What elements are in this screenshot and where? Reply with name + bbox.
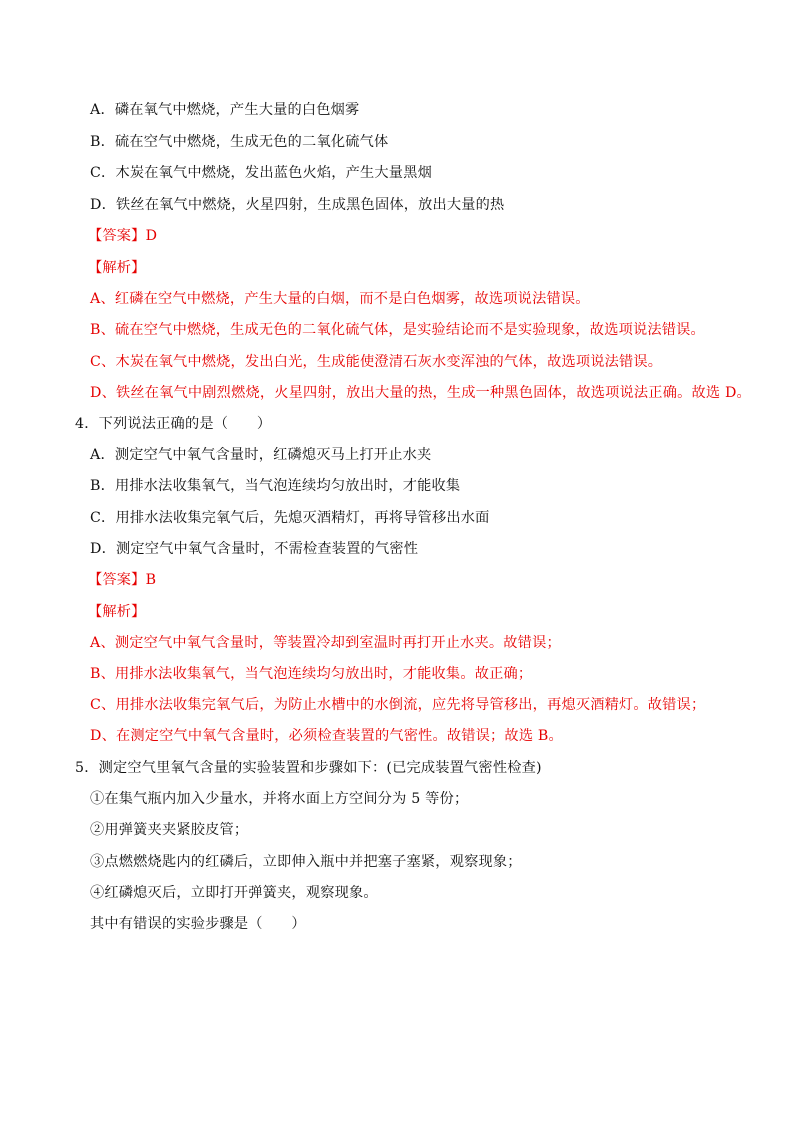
q4-option-d: D．测定空气中氧气含量时，不需检查装置的气密性 bbox=[90, 541, 419, 557]
q5-stem: 5．测定空气里氧气含量的实验装置和步骤如下：(已完成装置气密性检查) bbox=[75, 760, 542, 776]
answer-value: B bbox=[145, 572, 157, 588]
answer-label: 【答案】 bbox=[88, 572, 146, 588]
answer-label: 【答案】 bbox=[88, 228, 146, 244]
q4-analysis-d: D、在测定空气中氧气含量时，必须检查装置的气密性。故错误；故选 B。 bbox=[90, 728, 563, 744]
q4-analysis-a: A、测定空气中氧气含量时，等装置冷却到室温时再打开止水夹。故错误； bbox=[90, 635, 561, 651]
q5-step-2: ②用弹簧夹夹紧胶皮管； bbox=[90, 822, 249, 838]
q4-analysis-c: C、用排水法收集完氧气后，为防止水槽中的水倒流，应先将导管移出，再熄灭酒精灯。故错误； bbox=[90, 697, 706, 713]
q3-analysis-c: C、木炭在氧气中燃烧，发出白光，生成能使澄清石灰水变浑浊的气体，故选项说法错误。 bbox=[90, 354, 663, 370]
q3-option-c: C．木炭在氧气中燃烧，发出蓝色火焰，产生大量黑烟 bbox=[90, 165, 432, 181]
q5-step-4: ④红磷熄灭后，立即打开弹簧夹，观察现象。 bbox=[90, 885, 378, 901]
q3-option-d: D．铁丝在氧气中燃烧，火星四射，生成黑色固体，放出大量的热 bbox=[90, 197, 505, 213]
q4-analysis-b: B、用排水法收集氧气，当气泡连续均匀放出时，才能收集。故正确； bbox=[90, 666, 533, 682]
q3-analysis-a: A、红磷在空气中燃烧，产生大量的白烟，而不是白色烟雾，故选项说法错误。 bbox=[90, 291, 590, 307]
q4-stem: 4．下列说法正确的是（ ） bbox=[75, 416, 272, 432]
q3-analysis-label: 【解析】 bbox=[88, 260, 146, 276]
q4-option-c: C．用排水法收集完氧气后，先熄灭酒精灯，再将导管移出水面 bbox=[90, 510, 490, 526]
q4-answer bbox=[88, 570, 156, 590]
q5-question: 其中有错误的实验步骤是（ ） bbox=[90, 916, 306, 932]
q4-option-b: B．用排水法收集氧气，当气泡连续均匀放出时，才能收集 bbox=[90, 478, 461, 494]
q4-analysis-label: 【解析】 bbox=[88, 604, 146, 620]
q4-option-a: A．测定空气中氧气含量时，红磷熄灭马上打开止水夹 bbox=[90, 447, 432, 463]
q3-option-b: B．硫在空气中燃烧，生成无色的二氧化硫气体 bbox=[90, 134, 389, 150]
q5-step-3: ③点燃燃烧匙内的红磷后，立即伸入瓶中并把塞子塞紧，观察现象； bbox=[90, 854, 522, 870]
answer-value: D bbox=[145, 228, 158, 244]
q3-answer bbox=[88, 226, 157, 246]
q3-analysis-d: D、铁丝在氧气中剧烈燃烧，火星四射，放出大量的热，生成一种黑色固体，故选项说法正确。故选 D。 bbox=[90, 385, 751, 401]
q3-analysis-b: B、硫在空气中燃烧，生成无色的二氧化硫气体，是实验结论而不是实验现象，故选项说法错误。 bbox=[90, 322, 705, 338]
q3-option-a: A．磷在氧气中燃烧，产生大量的白色烟雾 bbox=[90, 102, 360, 118]
q5-step-1: ①在集气瓶内加入少量水，并将水面上方空间分为 5 等份； bbox=[90, 791, 469, 807]
